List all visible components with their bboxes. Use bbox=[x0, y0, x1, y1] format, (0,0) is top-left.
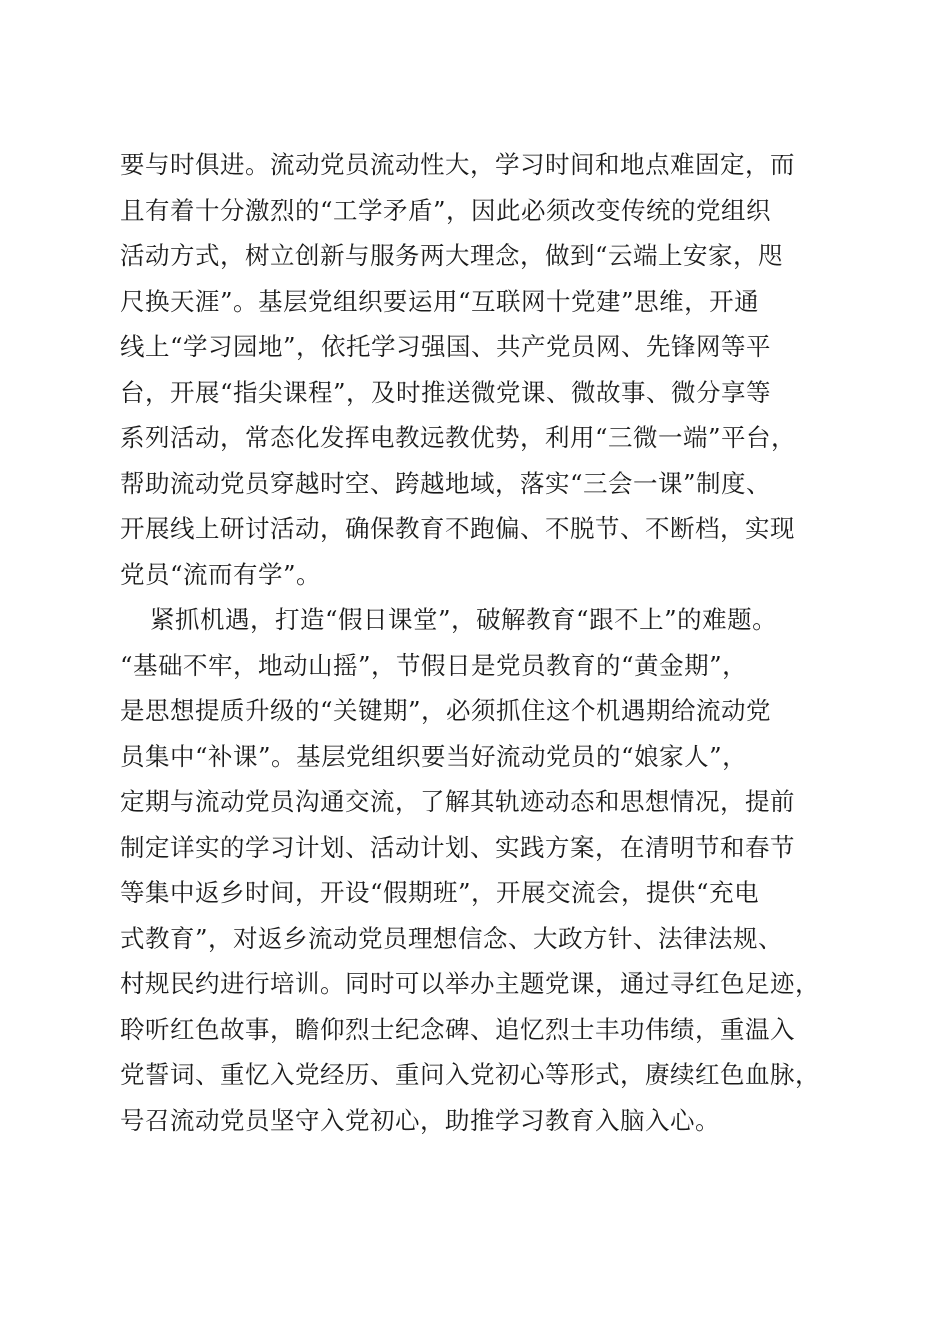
paragraph-1 bbox=[120, 142, 840, 597]
paragraph-line: 村规民约进行培训。同时可以举办主题党课，通过寻红色足迹， bbox=[120, 969, 820, 998]
paragraph-line: 员集中“补课”。基层党组织要当好流动党员的“娘家人”， bbox=[120, 741, 748, 771]
paragraph-line: 号召流动党员坚守入党初心，助推学习教育入脑入心。 bbox=[120, 1105, 720, 1135]
paragraph-line: 紧抓机遇，打造“假日课堂”，破解教育“跟不上”的难题。 bbox=[150, 605, 778, 634]
paragraph-line: 要与时俱进。流动党员流动性大，学习时间和地点难固定，而 bbox=[120, 150, 795, 179]
paragraph-line: “基础不牢，地动山摇”，节假日是党员教育的“黄金期”， bbox=[120, 650, 748, 680]
paragraph-line: 尺换天涯”。基层党组织要运用“互联网十党建”思维，开通 bbox=[120, 286, 760, 316]
paragraph-line: 党誓词、重忆入党经历、重问入党初心等形式，赓续红色血脉， bbox=[120, 1060, 820, 1089]
paragraph-line: 定期与流动党员沟通交流，了解其轨迹动态和思想情况，提前 bbox=[120, 787, 795, 816]
paragraph-line: 开展线上研讨活动，确保教育不跑偏、不脱节、不断档，实现 bbox=[120, 514, 795, 543]
paragraph-line: 系列活动，常态化发挥电教远教优势，利用“三微一端”平台， bbox=[120, 423, 797, 452]
paragraph-line: 聆听红色故事，瞻仰烈士纪念碑、追忆烈士丰功伟绩，重温入 bbox=[120, 1014, 795, 1044]
paragraph-line: 党员“流而有学”。 bbox=[120, 559, 322, 589]
paragraph-line: 是思想提质升级的“关键期”，必须抓住这个机遇期给流动党 bbox=[120, 696, 772, 725]
paragraph-line: 台，开展“指尖课程”，及时推送微党课、微故事、微分享等 bbox=[120, 377, 772, 407]
paragraph-line: 且有着十分激烈的“工学矛盾”，因此必须改变传统的党组织 bbox=[120, 195, 772, 225]
paragraph-2 bbox=[120, 597, 840, 1143]
paragraph-line: 式教育”，对返乡流动党员理想信念、大政方针、法律法规、 bbox=[120, 923, 784, 953]
document-body bbox=[120, 142, 840, 1143]
paragraph-line: 制定详实的学习计划、活动计划、实践方案，在清明节和春节 bbox=[120, 832, 795, 862]
paragraph-line: 帮助流动党员穿越时空、跨越地域，落实“三会一课”制度、 bbox=[120, 468, 772, 498]
paragraph-line: 线上“学习园地”，依托学习强国、共产党员网、先锋网等平 bbox=[120, 332, 772, 361]
paragraph-line: 等集中返乡时间，开设“假期班”，开展交流会，提供“充电 bbox=[120, 878, 760, 907]
paragraph-line: 活动方式，树立创新与服务两大理念，做到“云端上安家，咫 bbox=[120, 241, 784, 270]
